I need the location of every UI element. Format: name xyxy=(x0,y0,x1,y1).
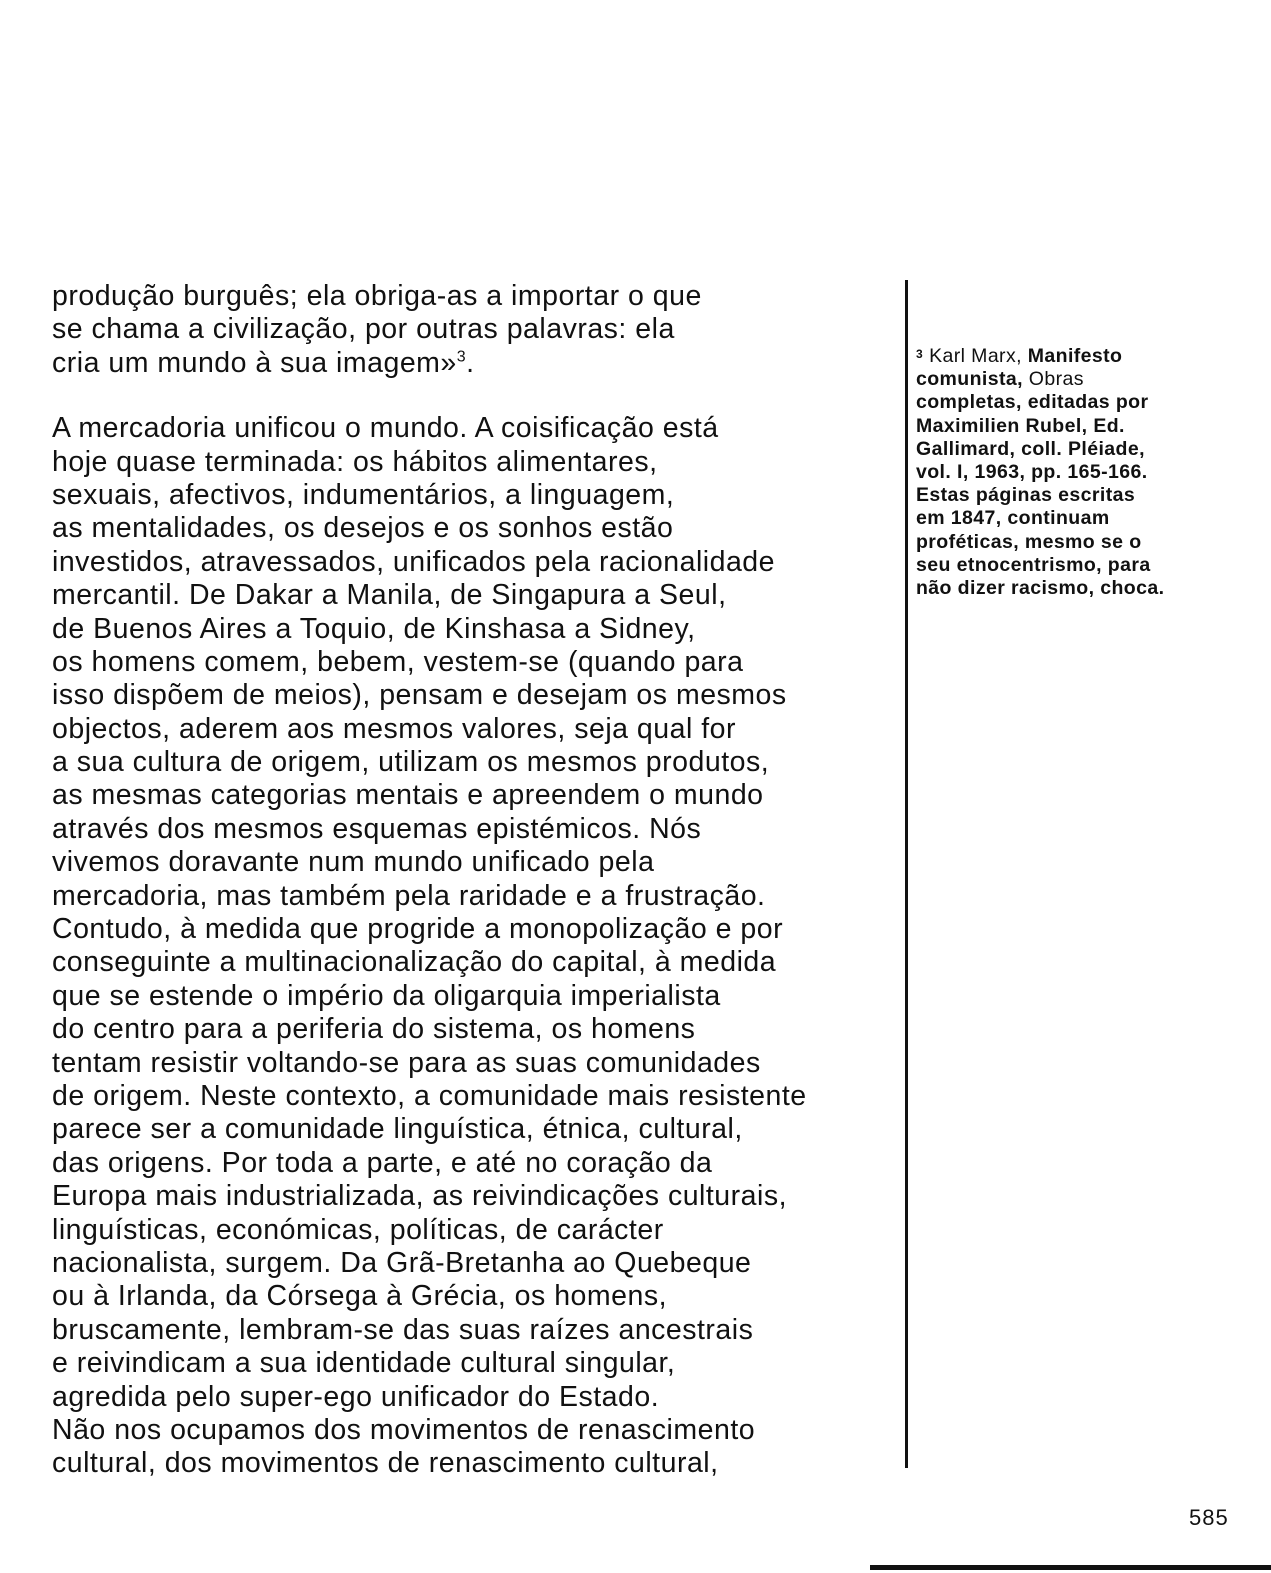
text-line: agredida pelo super-ego unificador do Estado. xyxy=(52,1380,660,1413)
footnote-line: completas, editadas por xyxy=(916,391,1149,414)
footnote-line xyxy=(916,345,1246,368)
text-line: as mentalidades, os desejos e os sonhos estão xyxy=(52,512,674,545)
text-line: isso dispõem de meios), pensam e desejam os mesmos xyxy=(52,679,787,712)
footnote-title: comunista, xyxy=(916,368,1023,391)
page-number: 585 xyxy=(1189,1505,1229,1530)
text-line: que se estende o império da oligarquia imperialista xyxy=(52,979,721,1012)
text-line: e reivindicam a sua identidade cultural singular, xyxy=(52,1347,676,1380)
text-line: produção burguês; ela obriga-as a importar o que xyxy=(52,280,702,312)
text-line: Europa mais industrializada, as reivindicações culturais, xyxy=(52,1180,788,1213)
footnote-line: vol. I, 1963, pp. 165-166. xyxy=(916,460,1148,483)
line-end-punctuation: . xyxy=(466,346,475,379)
footnote-line: seu etnocentrismo, para xyxy=(916,553,1151,576)
text-line: através dos mesmos esquemas epistémicos. Nós xyxy=(52,812,702,845)
text-line: linguísticas, económicas, políticas, de carácter xyxy=(52,1213,664,1246)
text-line: sexuais, afectivos, indumentários, a linguagem, xyxy=(52,478,675,511)
paragraph-main xyxy=(52,412,892,1481)
text-line: cultural, dos movimentos de renascimento cultural, xyxy=(52,1447,719,1480)
text-line: bruscamente, lembram-se das suas raízes ancestrais xyxy=(52,1313,754,1346)
main-text-column xyxy=(52,280,892,1481)
footnote-number: 3 xyxy=(916,347,924,361)
footnote-line: Estas páginas escritas xyxy=(916,484,1136,507)
text-line: parece ser a comunidade linguística, étnica, cultural, xyxy=(52,1113,743,1146)
text-line: nacionalista, surgem. Da Grã-Bretanha ao Quebeque xyxy=(52,1246,752,1279)
paragraph-continuation xyxy=(52,280,892,380)
footnote-line: Gallimard, coll. Pléiade, xyxy=(916,437,1145,460)
text-line: das origens. Por toda a parte, e até no coração da xyxy=(52,1146,713,1179)
text-line: do centro para a periferia do sistema, os homens xyxy=(52,1013,696,1046)
footnote-column xyxy=(916,345,1246,600)
text-line: mercantil. De Dakar a Manila, de Singapura a Seul, xyxy=(52,579,727,612)
footnote-line: proféticas, mesmo se o xyxy=(916,530,1142,553)
text-line: conseguinte a multinacionalização do capital, à medida xyxy=(52,946,777,979)
footnote-line xyxy=(916,368,1246,391)
footnote-title: Manifesto xyxy=(1027,345,1123,367)
text-line-content: cria um mundo à sua imagem» xyxy=(52,346,457,379)
footnote-line: não dizer racismo, choca. xyxy=(916,576,1165,599)
text-line: investidos, atravessados, unificados pela racionalidade xyxy=(52,545,776,578)
footnote-reference[interactable]: 3 xyxy=(456,348,467,366)
text-line: A mercadoria unificou o mundo. A coisificação está xyxy=(52,412,719,445)
footnote-line: Maximilien Rubel, Ed. xyxy=(916,414,1125,437)
scan-bottom-edge xyxy=(870,1565,1271,1570)
footnote-author: Karl Marx, xyxy=(929,345,1028,367)
text-line: de Buenos Aires a Toquio, de Kinshasa a Sidney, xyxy=(52,612,696,645)
footnote-text: Obras xyxy=(1022,368,1084,391)
text-line: vivemos doravante num mundo unificado pela xyxy=(52,846,655,879)
column-divider-rule xyxy=(905,280,908,1468)
paragraph-gap xyxy=(52,380,892,412)
text-line: hoje quase terminada: os hábitos alimentares, xyxy=(52,445,658,478)
text-line: objectos, aderem aos mesmos valores, seja qual for xyxy=(52,712,736,745)
text-line: mercadoria, mas também pela raridade e a frustração. xyxy=(52,879,766,912)
text-line: tentam resistir voltando-se para as suas comunidades xyxy=(52,1046,761,1079)
text-line xyxy=(52,347,892,380)
text-line: Contudo, à medida que progride a monopolização e por xyxy=(52,913,784,946)
text-line: de origem. Neste contexto, a comunidade mais resistente xyxy=(52,1079,807,1112)
text-line: ou à Irlanda, da Córsega à Grécia, os homens, xyxy=(52,1280,668,1313)
footnote-line: em 1847, continuam xyxy=(916,507,1110,530)
text-line: as mesmas categorias mentais e apreendem o mundo xyxy=(52,779,764,812)
text-line: se chama a civilização, por outras palavras: ela xyxy=(52,313,675,346)
text-line: a sua cultura de origem, utilizam os mesmos produtos, xyxy=(52,746,770,779)
text-line: os homens comem, bebem, vestem-se (quando para xyxy=(52,645,744,678)
text-line: Não nos ocupamos dos movimentos de renascimento xyxy=(52,1413,756,1446)
